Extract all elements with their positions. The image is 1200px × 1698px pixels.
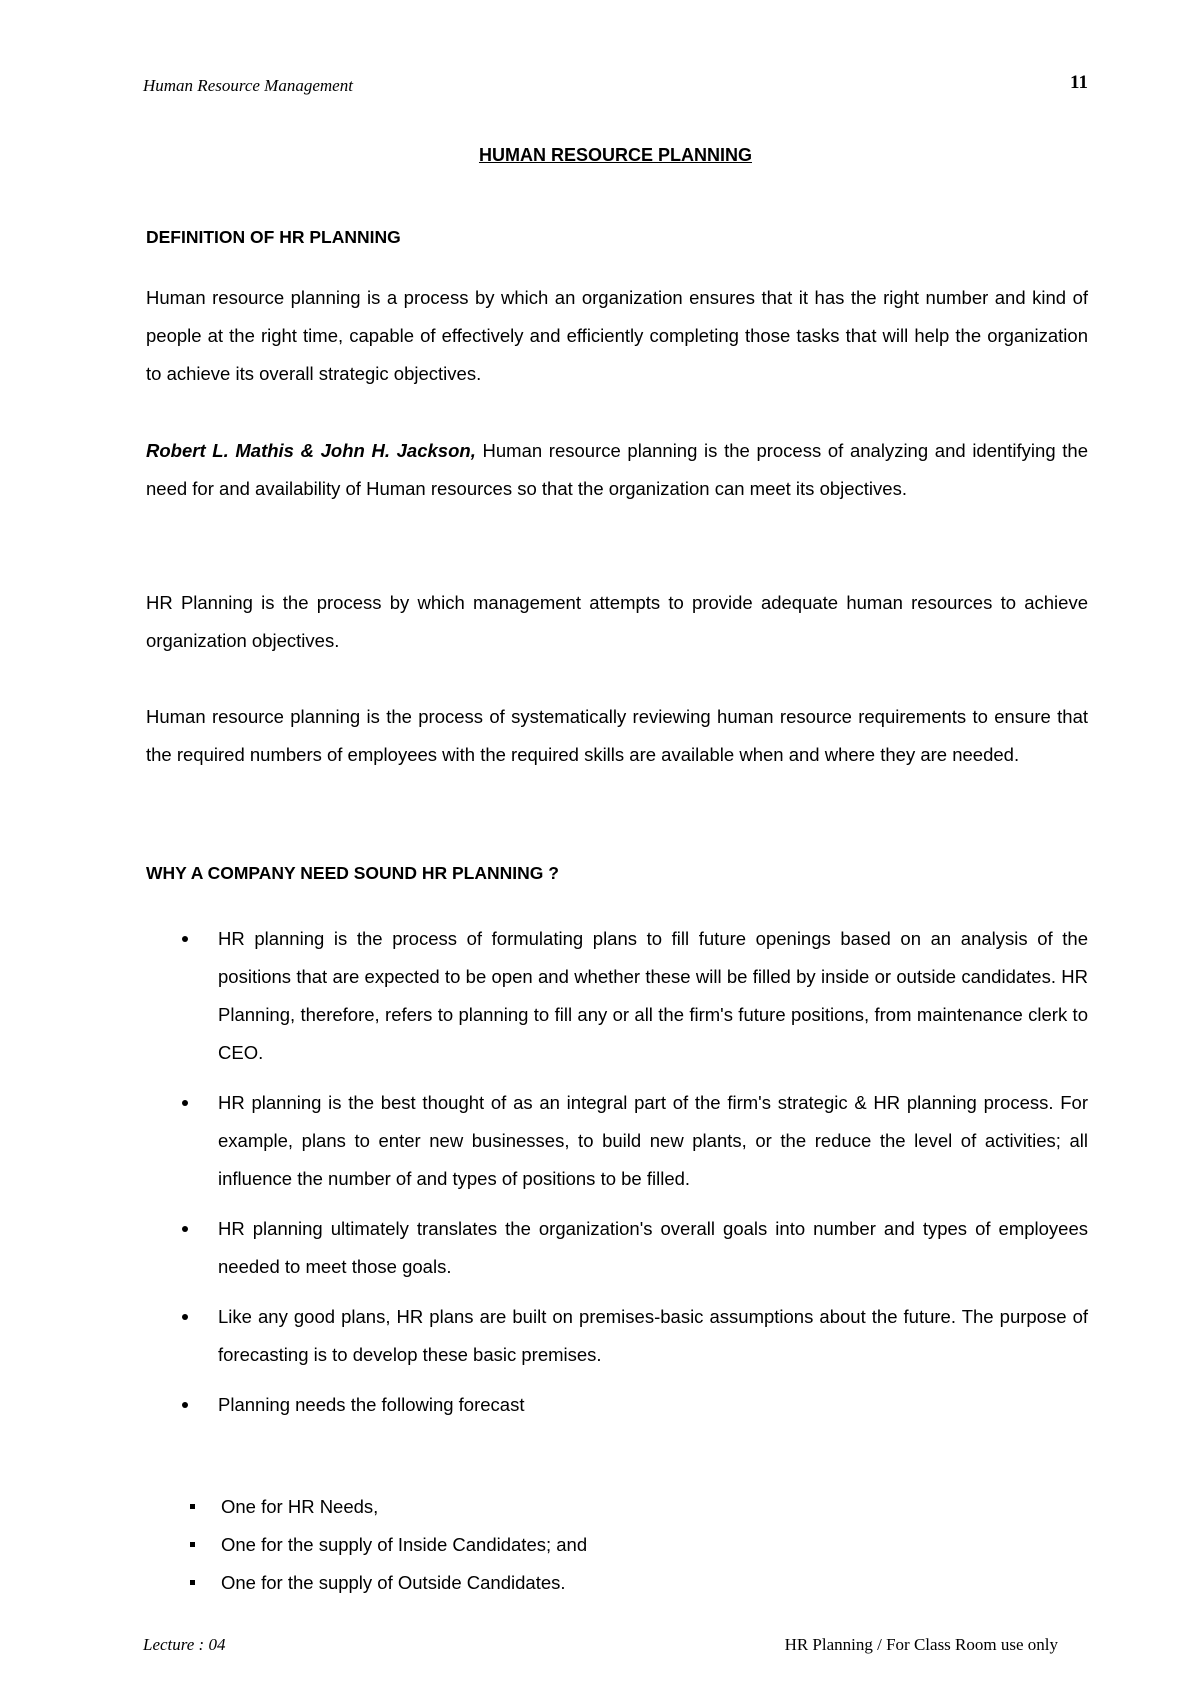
page-number: 11	[1070, 72, 1088, 93]
definition-paragraph-4: Human resource planning is the process of systematically reviewing human resource requirements to ensure that the required numbers of employees with the required skills are available when and where they are needed.	[146, 706, 1088, 765]
square-bullet-icon	[190, 1580, 195, 1585]
definition-paragraph-3: HR Planning is the process by which management attempts to provide adequate human resources to achieve organization objectives.	[146, 592, 1088, 651]
running-footer	[143, 1635, 1088, 1661]
sub-bullet-text: One for the supply of Inside Candidates; and	[221, 1534, 588, 1555]
forecast-sub-list	[146, 1488, 1088, 1602]
sub-list-item	[146, 1526, 1088, 1564]
sub-list-item	[146, 1488, 1088, 1526]
definition-paragraph-2	[146, 432, 1088, 508]
bullet-text: HR planning ultimately translates the organization's overall goals into number and types of employees needed to meet those goals.	[218, 1218, 1088, 1277]
definition-heading: DEFINITION OF HR PLANNING	[146, 227, 401, 247]
list-item	[146, 1210, 1088, 1286]
why-heading: WHY A COMPANY NEED SOUND HR PLANNING ?	[146, 863, 559, 883]
author-citation: Robert L. Mathis & John H. Jackson,	[146, 440, 476, 461]
page-title: HUMAN RESOURCE PLANNING	[478, 145, 752, 165]
why-bullet-list	[146, 920, 1088, 1436]
bullet-text: HR planning is the process of formulating plans to fill future openings based on an analysis of the positions that are expected to be open and whether these will be filled by inside or outside candidates. HR Planning, therefore, refers to planning to fill any or all the firm's future positions, from maintenance clerk to CEO.	[218, 928, 1088, 1063]
sub-list-item	[146, 1564, 1088, 1602]
bullet-text: HR planning is the best thought of as an integral part of the firm's strategic & HR planning process. For example, plans to enter new businesses, to build new plants, or the reduce the level of activities; all influence the number of and types of positions to be filled.	[218, 1092, 1088, 1189]
bullet-icon	[182, 1100, 188, 1106]
bullet-icon	[182, 1226, 188, 1232]
definition-paragraph-2-text: Human resource planning is the process of analyzing and identifying the need for and availability of Human resources so that the organization can meet its objectives.	[146, 440, 1088, 499]
header-title: Human Resource Management	[143, 76, 353, 95]
running-header	[143, 72, 1088, 102]
bullet-icon	[182, 936, 188, 942]
sub-bullet-text: One for the supply of Outside Candidates.	[221, 1572, 566, 1593]
list-item	[146, 1386, 1088, 1424]
bullet-icon	[182, 1314, 188, 1320]
list-item	[146, 1084, 1088, 1198]
bullet-text: Like any good plans, HR plans are built on premises-basic assumptions about the future. The purpose of forecasting is to develop these basic premises.	[218, 1306, 1088, 1365]
footer-note: HR Planning / For Class Room use only	[784, 1635, 1058, 1654]
definition-paragraph-1: Human resource planning is a process by which an organization ensures that it has the right number and kind of people at the right time, capable of effectively and efficiently completing those tasks that will help the organization to achieve its overall strategic objectives.	[146, 287, 1088, 384]
bullet-text: Planning needs the following forecast	[218, 1394, 525, 1415]
list-item	[146, 920, 1088, 1072]
list-item	[146, 1298, 1088, 1374]
square-bullet-icon	[190, 1542, 195, 1547]
footer-lecture: Lecture : 04	[143, 1635, 226, 1654]
sub-bullet-text: One for HR Needs,	[221, 1496, 379, 1517]
square-bullet-icon	[190, 1504, 195, 1509]
bullet-icon	[182, 1402, 188, 1408]
